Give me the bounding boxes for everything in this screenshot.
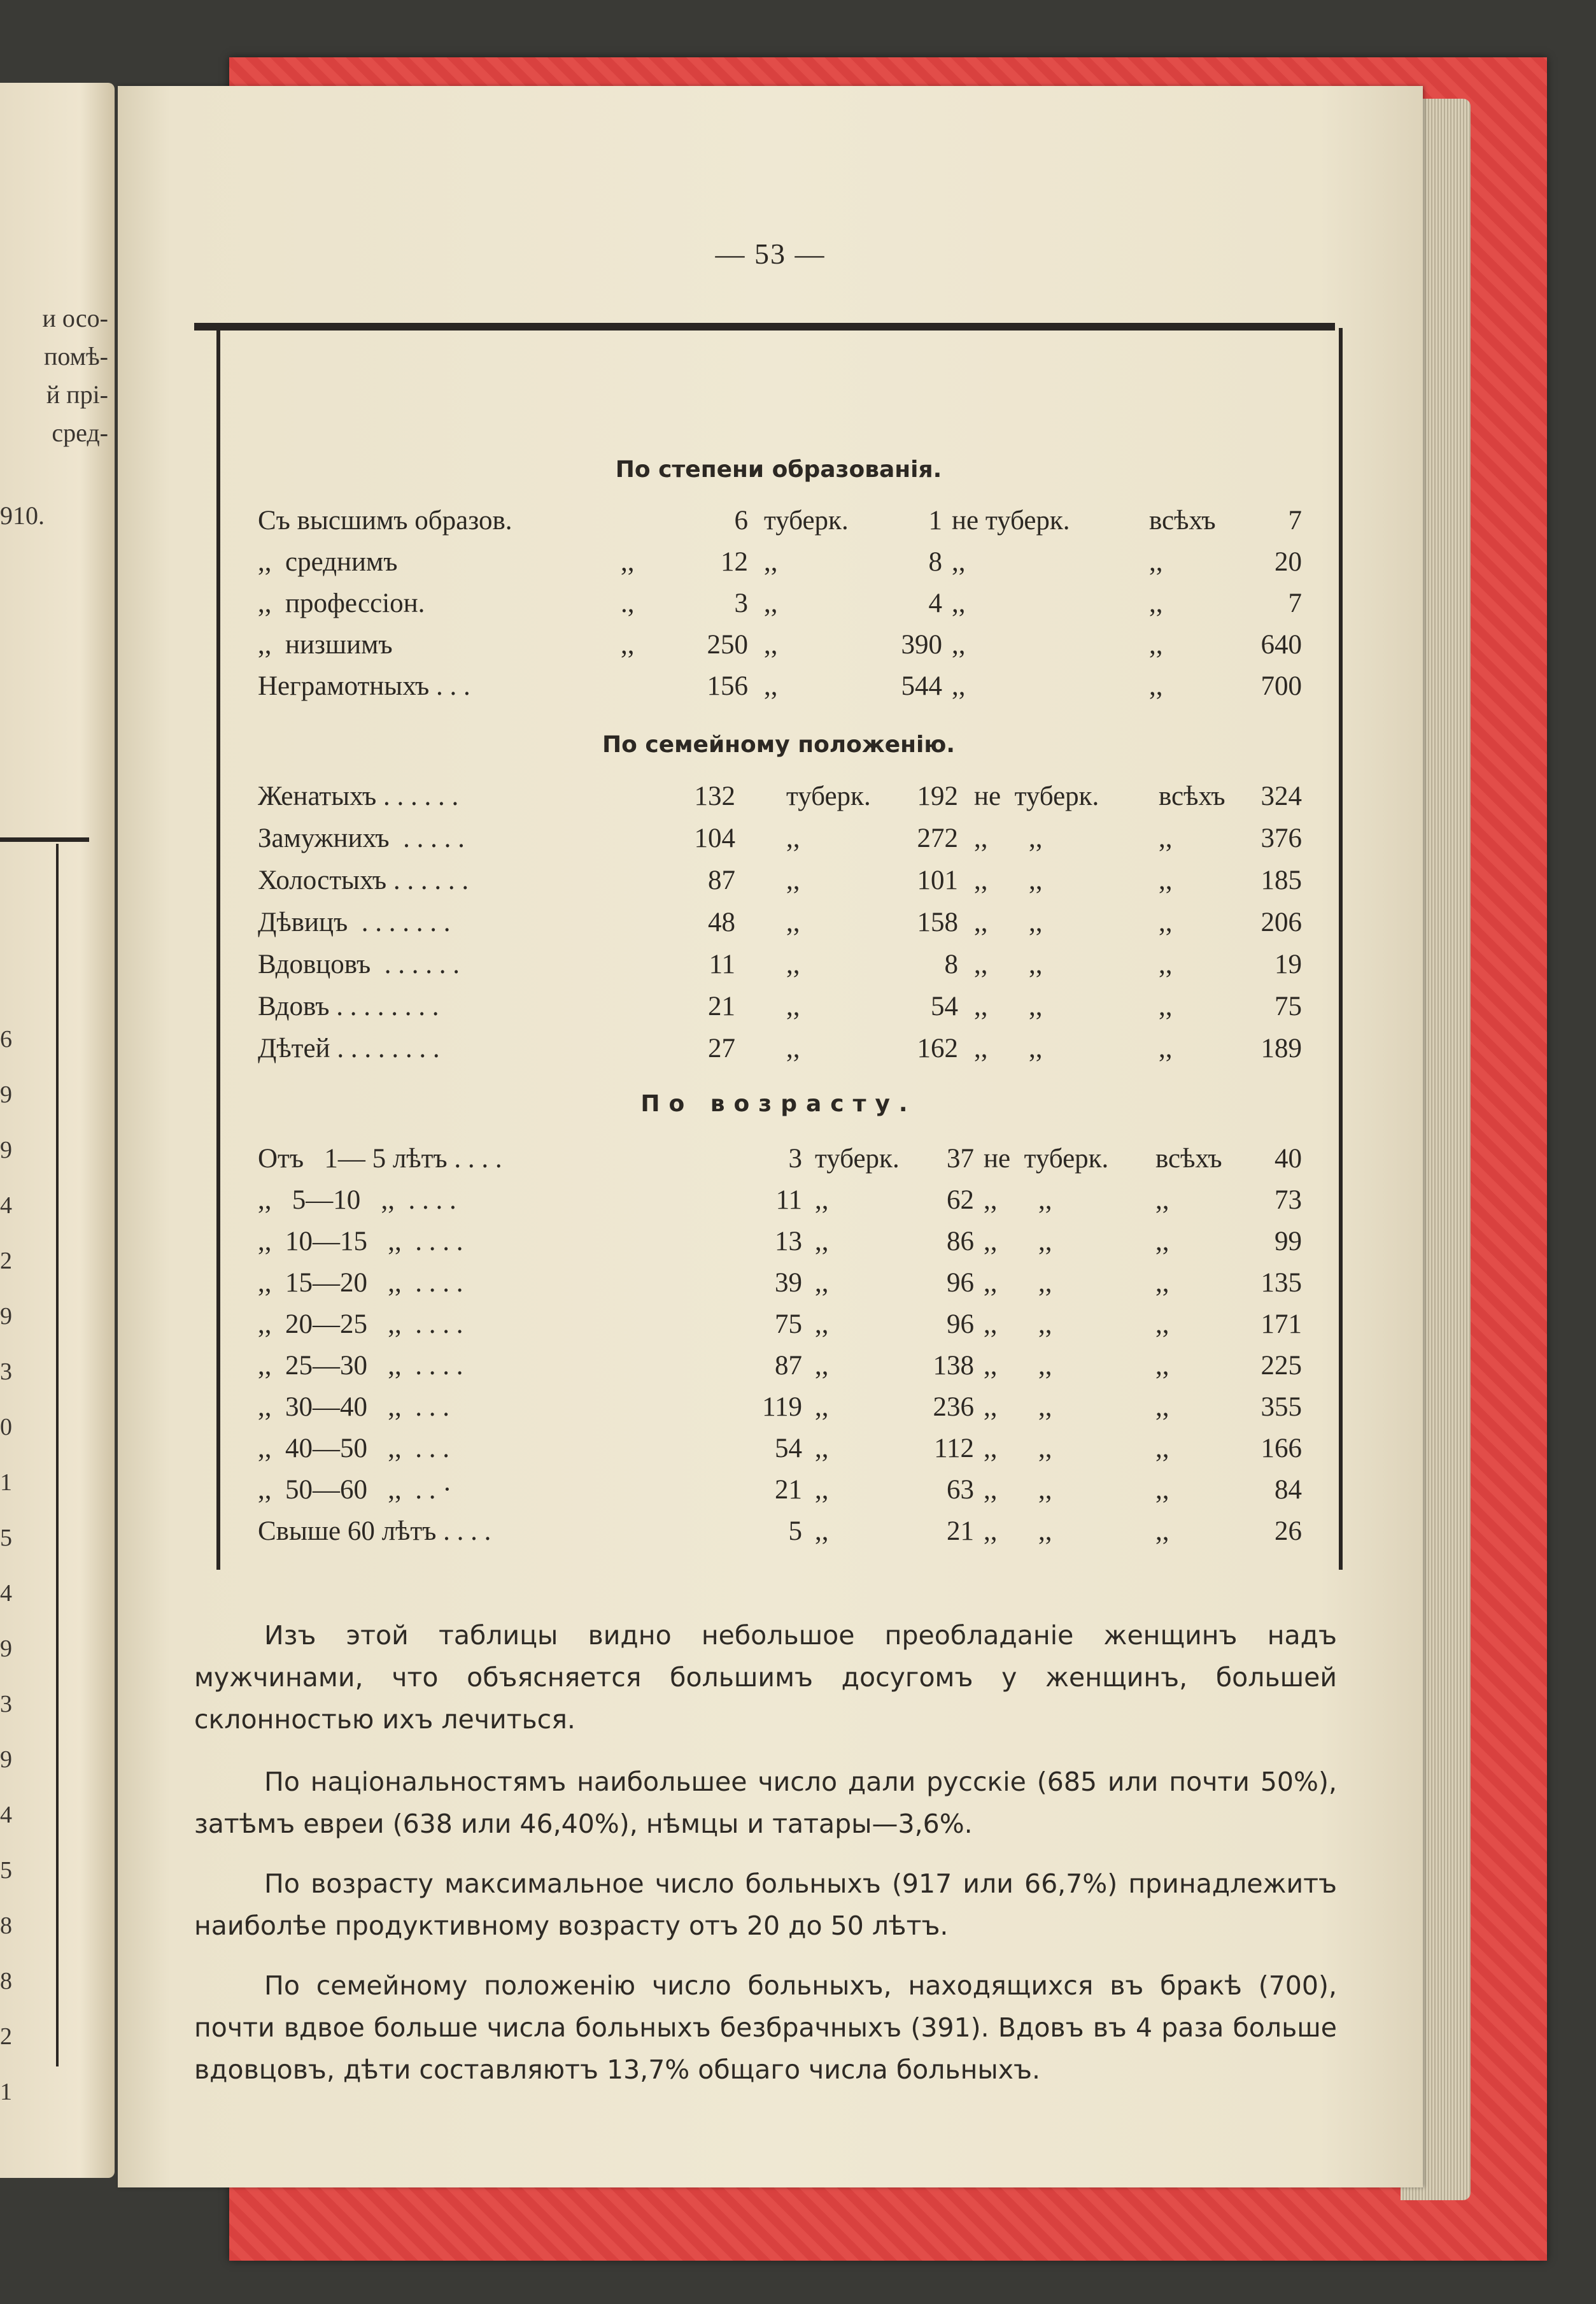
- cell-label: ,, профессіон.: [258, 588, 425, 618]
- cell-ntb-unit: ,, ,,: [984, 1227, 1052, 1256]
- cell-label: ,, 10—15 ,, . . . .: [258, 1227, 463, 1256]
- cell-tb: 3: [788, 1144, 802, 1174]
- cell-ntb: 4: [928, 588, 942, 618]
- left-page-number: 8: [0, 1968, 12, 1995]
- cell-ntb-unit: ,, ,,: [974, 823, 1043, 853]
- table-row: [118, 1028, 1423, 1069]
- cell-label: Отъ 1— 5 лѣтъ . . . .: [258, 1144, 502, 1174]
- left-page-number: 8: [0, 1912, 12, 1939]
- cell-tb: 132: [694, 781, 735, 811]
- table-row: [118, 1262, 1423, 1304]
- cell-tb: 12: [721, 547, 748, 577]
- cell-label: ,, 15—20 ,, . . . .: [258, 1268, 463, 1298]
- cell-all-unit: ,,: [1155, 1433, 1169, 1463]
- left-page-number: 9: [0, 1081, 12, 1108]
- table-row: [118, 665, 1423, 707]
- left-page-number: 9: [0, 1303, 12, 1330]
- body-paragraph: По національностямъ наибольшее число дали русскіе (685 или почти 50%), затѣмъ евреи (638 или 46,40%), нѣмцы и татары—3,6%.: [194, 1767, 1337, 1839]
- cell-label: Дѣвицъ . . . . . . .: [258, 907, 451, 937]
- left-page-fragment: сред-: [52, 418, 108, 447]
- cell-total: 84: [1275, 1475, 1302, 1505]
- cell-ntb-unit: ,, ,,: [984, 1309, 1052, 1339]
- cell-all-unit: ,,: [1155, 1351, 1169, 1381]
- table-row: [118, 986, 1423, 1027]
- cell-all-unit: ,,: [1155, 1268, 1169, 1298]
- cell-total: 640: [1261, 630, 1302, 660]
- table-top-rule: [194, 323, 1335, 331]
- cell-ntb-unit: ,, ,,: [984, 1268, 1052, 1298]
- left-page-fragment: и осо-: [42, 304, 108, 332]
- cell-tb-unit: ,,: [815, 1433, 829, 1463]
- cell-tb: 6: [734, 506, 748, 536]
- cell-label: Замужнихъ . . . . .: [258, 823, 465, 853]
- table-row: [118, 541, 1423, 583]
- cell-tb: 104: [694, 823, 735, 853]
- cell-tb-unit: ,,: [764, 547, 778, 577]
- cell-all-unit: ,,: [1155, 1392, 1169, 1422]
- cell-total: 26: [1275, 1516, 1302, 1546]
- cell-tb-unit: ,,: [815, 1351, 829, 1381]
- cell-all-unit: ,,: [1155, 1185, 1169, 1215]
- cell-total: 73: [1275, 1185, 1302, 1215]
- left-page-number: 9: [0, 1137, 12, 1163]
- table-row: [118, 902, 1423, 943]
- cell-label: Свыше 60 лѣтъ . . . .: [258, 1516, 491, 1546]
- cell-tb-unit: ,,: [764, 630, 778, 660]
- cell-tb-unit: ,,: [786, 992, 800, 1021]
- cell-tb-unit: ,,: [764, 671, 778, 701]
- cell-total: 355: [1261, 1392, 1302, 1422]
- cell-total: 700: [1261, 671, 1302, 701]
- cell-tb: 87: [775, 1351, 802, 1381]
- table-row: [118, 624, 1423, 665]
- cell-label: ,, среднимъ: [258, 547, 398, 577]
- cell-total: 7: [1288, 588, 1302, 618]
- cell-tb-unit: ,,: [786, 907, 800, 937]
- cell-ntb-unit: не туберк.: [974, 781, 1099, 811]
- cell-ntb: 272: [917, 823, 958, 853]
- left-page-number: 4: [0, 1802, 12, 1828]
- cell-ntb: 544: [901, 671, 942, 701]
- left-page-number: 6: [0, 1026, 12, 1053]
- cell-tb-unit: ,,: [815, 1185, 829, 1215]
- page-number: — 53 —: [715, 238, 826, 270]
- cell-ntb-unit: ,, ,,: [984, 1475, 1052, 1505]
- left-page-number: 1: [0, 2079, 12, 2105]
- left-page-fragment: й прі-: [46, 380, 108, 409]
- table-row: [118, 1304, 1423, 1345]
- left-page-fragment: помѣ-: [44, 342, 108, 371]
- cell-all-unit: ,,: [1159, 1034, 1173, 1063]
- page-53: [118, 86, 1423, 2187]
- cell-tb-unit: ,,: [815, 1268, 829, 1298]
- cell-q1: ,,: [621, 547, 635, 577]
- table-row: [118, 1345, 1423, 1386]
- table-row: [118, 1511, 1423, 1552]
- section-title-family: По семейному положенію.: [602, 732, 956, 758]
- cell-ntb: 158: [917, 907, 958, 937]
- cell-tb-unit: туберк.: [786, 781, 871, 811]
- cell-ntb-unit: ,, ,,: [974, 992, 1043, 1021]
- cell-all-unit: всѣхъ: [1155, 1144, 1222, 1174]
- cell-label: Холостыхъ . . . . . .: [258, 865, 469, 895]
- left-page-fragment: 910.: [0, 501, 45, 530]
- body-paragraph: По семейному положенію число больныхъ, находящихся въ бракѣ (700), почти вдвое больше числа больныхъ безбрачныхъ (391). Вдовъ въ 4 раза больше вдовцовъ, дѣти составляютъ 13,7% общаго числа больныхъ.: [194, 1970, 1337, 2085]
- cell-ntb-unit: ,,: [952, 671, 966, 701]
- cell-tb-unit: ,,: [786, 865, 800, 895]
- cell-ntb: 101: [917, 865, 958, 895]
- cell-total: 324: [1261, 781, 1302, 811]
- table-row: [118, 1179, 1423, 1221]
- table-row: [118, 1428, 1423, 1469]
- cell-tb-unit: ,,: [815, 1475, 829, 1505]
- left-page-number: 3: [0, 1358, 12, 1385]
- cell-ntb: 8: [944, 949, 958, 979]
- cell-ntb: 96: [947, 1309, 974, 1339]
- cell-label: Дѣтей . . . . . . . .: [258, 1034, 440, 1063]
- cell-tb-unit: ,,: [786, 823, 800, 853]
- cell-all-unit: ,,: [1159, 949, 1173, 979]
- cell-label: Вдовцовъ . . . . . .: [258, 949, 460, 979]
- table-row: [118, 944, 1423, 985]
- left-page-number: 9: [0, 1635, 12, 1662]
- cell-all-unit: ,,: [1159, 907, 1173, 937]
- section-title-education: По степени образованія.: [615, 457, 942, 483]
- cell-ntb: 162: [917, 1034, 958, 1063]
- cell-all-unit: ,,: [1149, 588, 1163, 618]
- left-page-number: 4: [0, 1580, 12, 1607]
- cell-ntb: 86: [947, 1227, 974, 1256]
- cell-ntb: 37: [947, 1144, 974, 1174]
- cell-ntb: 236: [933, 1392, 974, 1422]
- left-page-number: 4: [0, 1192, 12, 1219]
- cell-ntb-unit: ,, ,,: [974, 1034, 1043, 1063]
- left-page-number: 2: [0, 2023, 12, 2050]
- cell-label: Съ высшимъ образов.: [258, 506, 512, 536]
- cell-ntb-unit: ,, ,,: [974, 949, 1043, 979]
- cell-total: 99: [1275, 1227, 1302, 1256]
- cell-tb: 75: [775, 1309, 802, 1339]
- section-title-age: По возрасту.: [640, 1091, 917, 1117]
- cell-all-unit: всѣхъ: [1159, 781, 1225, 811]
- cell-ntb-unit: ,,: [952, 547, 966, 577]
- cell-ntb: 96: [947, 1268, 974, 1298]
- table-row: [118, 1138, 1423, 1179]
- cell-ntb-unit: не туберк.: [984, 1144, 1109, 1174]
- cell-ntb-unit: ,, ,,: [984, 1185, 1052, 1215]
- cell-tb: 21: [708, 992, 735, 1021]
- cell-total: 189: [1261, 1034, 1302, 1063]
- cell-ntb: 138: [933, 1351, 974, 1381]
- table-row: [118, 818, 1423, 859]
- left-page: [0, 83, 115, 2178]
- cell-total: 19: [1275, 949, 1302, 979]
- cell-total: 376: [1261, 823, 1302, 853]
- cell-label: Вдовъ . . . . . . . .: [258, 992, 439, 1021]
- cell-tb-unit: ,,: [786, 949, 800, 979]
- cell-tb: 87: [708, 865, 735, 895]
- cell-ntb-unit: ,, ,,: [974, 865, 1043, 895]
- table-row: [118, 1469, 1423, 1511]
- cell-all-unit: ,,: [1149, 671, 1163, 701]
- cell-ntb-unit: ,, ,,: [984, 1516, 1052, 1546]
- cell-q1: .,: [621, 588, 635, 618]
- cell-all-unit: ,,: [1155, 1309, 1169, 1339]
- cell-all-unit: ,,: [1149, 630, 1163, 660]
- cell-all-unit: ,,: [1159, 865, 1173, 895]
- cell-total: 7: [1288, 506, 1302, 536]
- cell-tb: 13: [775, 1227, 802, 1256]
- body-paragraph: По возрасту максимальное число больныхъ (917 или 66,7%) принадлежитъ наиболѣе продуктивному возрасту отъ 20 до 50 лѣтъ.: [194, 1868, 1337, 1941]
- cell-total: 171: [1261, 1309, 1302, 1339]
- cell-label: ,, 50—60 ,, . . ·: [258, 1475, 452, 1505]
- cell-total: 20: [1275, 547, 1302, 577]
- cell-total: 75: [1275, 992, 1302, 1021]
- cell-total: 206: [1261, 907, 1302, 937]
- cell-tb: 3: [734, 588, 748, 618]
- table-row: [118, 776, 1423, 817]
- cell-all-unit: ,,: [1155, 1475, 1169, 1505]
- table-row: [118, 583, 1423, 624]
- left-page-number: 1: [0, 1469, 12, 1496]
- left-page-number: 2: [0, 1248, 12, 1274]
- cell-tb: 39: [775, 1268, 802, 1298]
- table-row: [118, 1386, 1423, 1428]
- cell-label: ,, 20—25 ,, . . . .: [258, 1309, 463, 1339]
- cell-ntb-unit: ,, ,,: [974, 907, 1043, 937]
- cell-tb: 156: [707, 671, 748, 701]
- cell-label: ,, 40—50 ,, . . .: [258, 1433, 449, 1463]
- cell-label: ,, 25—30 ,, . . . .: [258, 1351, 463, 1381]
- cell-label: ,, низшимъ: [258, 630, 393, 660]
- table-row: [118, 1221, 1423, 1262]
- cell-total: 185: [1261, 865, 1302, 895]
- cell-tb: 5: [788, 1516, 802, 1546]
- cell-tb-unit: ,,: [786, 1034, 800, 1063]
- cell-tb: 54: [775, 1433, 802, 1463]
- table-row: [118, 500, 1423, 541]
- cell-ntb-unit: ,,: [952, 588, 966, 618]
- cell-tb-unit: туберк.: [764, 506, 849, 536]
- cell-tb-unit: ,,: [815, 1392, 829, 1422]
- cell-total: 166: [1261, 1433, 1302, 1463]
- cell-total: 135: [1261, 1268, 1302, 1298]
- left-page-number: 5: [0, 1525, 12, 1551]
- cell-ntb: 21: [947, 1516, 974, 1546]
- cell-ntb-unit: ,,: [952, 630, 966, 660]
- cell-ntb: 54: [931, 992, 958, 1021]
- left-page-number: 5: [0, 1857, 12, 1884]
- cell-tb-unit: туберк.: [815, 1144, 900, 1174]
- cell-label: Неграмотныхъ . . .: [258, 671, 470, 701]
- body-paragraph: Изъ этой таблицы видно небольшое преобладаніе женщинъ надъ мужчинами, что объясняется большимъ досугомъ у женщинъ, большей склонностью ихъ лечиться.: [194, 1620, 1337, 1735]
- cell-ntb: 63: [947, 1475, 974, 1505]
- cell-all-unit: ,,: [1155, 1516, 1169, 1546]
- left-page-number: 0: [0, 1414, 12, 1440]
- cell-all-unit: ,,: [1159, 823, 1173, 853]
- cell-tb: 119: [762, 1392, 802, 1422]
- cell-ntb: 1: [928, 506, 942, 536]
- cell-total: 40: [1275, 1144, 1302, 1174]
- cell-label: Женатыхъ . . . . . .: [258, 781, 459, 811]
- cell-tb-unit: ,,: [764, 588, 778, 618]
- cell-q1: ,,: [621, 630, 635, 660]
- cell-tb-unit: ,,: [815, 1309, 829, 1339]
- cell-all-unit: ,,: [1155, 1227, 1169, 1256]
- table-row: [118, 860, 1423, 901]
- cell-ntb-unit: не туберк.: [952, 506, 1070, 536]
- cell-ntb: 8: [928, 547, 942, 577]
- cell-ntb-unit: ,, ,,: [984, 1392, 1052, 1422]
- cell-label: ,, 30—40 ,, . . .: [258, 1392, 449, 1422]
- cell-total: 225: [1261, 1351, 1302, 1381]
- cell-ntb-unit: ,, ,,: [984, 1351, 1052, 1381]
- cell-ntb: 62: [947, 1185, 974, 1215]
- left-page-number: 9: [0, 1746, 12, 1773]
- cell-tb: 250: [707, 630, 748, 660]
- cell-label: ,, 5—10 ,, . . . .: [258, 1185, 456, 1215]
- cell-ntb: 112: [934, 1433, 974, 1463]
- cell-ntb: 192: [917, 781, 958, 811]
- cell-tb: 21: [775, 1475, 802, 1505]
- cell-tb-unit: ,,: [815, 1516, 829, 1546]
- cell-ntb: 390: [901, 630, 942, 660]
- left-page-number: 3: [0, 1691, 12, 1717]
- cell-all-unit: всѣхъ: [1149, 506, 1216, 536]
- left-page-rule: [0, 837, 89, 842]
- cell-all-unit: ,,: [1149, 547, 1163, 577]
- cell-tb: 27: [708, 1034, 735, 1063]
- cell-ntb-unit: ,, ,,: [984, 1433, 1052, 1463]
- cell-all-unit: ,,: [1159, 992, 1173, 1021]
- cell-tb: 11: [709, 949, 735, 979]
- cell-tb: 48: [708, 907, 735, 937]
- cell-tb: 11: [775, 1185, 802, 1215]
- cell-tb-unit: ,,: [815, 1227, 829, 1256]
- left-page-vline: [56, 844, 59, 2066]
